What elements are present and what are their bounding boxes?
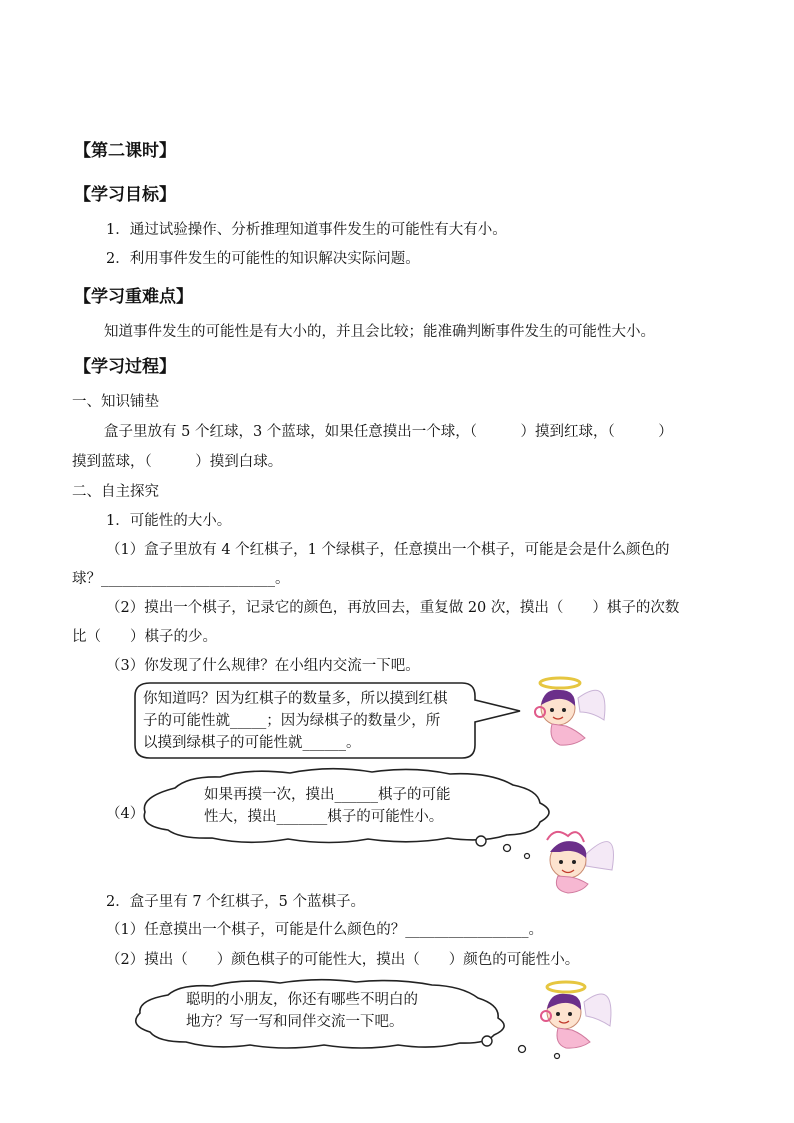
q2-2: （2）摸出（ ）颜色棋子的可能性大，摸出（ ）颜色的可能性小。 [106,952,580,968]
section1-line1: 盒子里放有 5 个红球，3 个蓝球，如果任意摸出一个球，（ ）摸到红球，（ ） [104,424,673,440]
section1-heading: 一、知识铺垫 [72,394,159,410]
bubble2-line2: 性大，摸出_______棋子的可能性小。 [204,809,444,825]
q1-1-line2: 球？________________________。 [72,571,290,587]
objective-2: 2．利用事件发生的可能性的知识解决实际问题。 [106,251,420,267]
process-heading: 【学习过程】 [74,357,176,377]
q1-1-line1: （1）盒子里放有 4 个红棋子，1 个绿棋子，任意摸出一个棋子，可能是会是什么颜色的 [106,542,670,558]
objective-1: 1．通过试验操作、分析推理知道事件发生的可能性有大有小。 [106,222,507,238]
bubble3-line1: 聪明的小朋友，你还有哪些不明白的 [186,992,418,1008]
q2-1: （1）任意摸出一个棋子，可能是什么颜色的？_________________。 [106,922,543,938]
bubble3-line2: 地方？写一写和同伴交流一下吧。 [186,1014,404,1030]
bubble1-line1: 你知道吗？因为红棋子的数量多，所以摸到红棋 [143,691,448,707]
lesson-title: 【第二课时】 [74,141,176,161]
section2-heading: 二、自主探究 [72,484,159,500]
section1-line2: 摸到蓝球，（ ）摸到白球。 [72,454,283,470]
q1-4-label: （4） [106,806,145,822]
objectives-heading: 【学习目标】 [74,185,176,205]
q2-title: 2．盒子里有 7 个红棋子，5 个蓝棋子。 [106,894,366,910]
q1-2-line1: （2）摸出一个棋子，记录它的颜色，再放回去，重复做 20 次，摸出（ ）棋子的次数 [106,600,680,616]
q1-2-line2: 比（ ）棋子的少。 [72,629,217,645]
bubble1-line3: 以摸到绿棋子的可能性就______。 [143,735,361,751]
key-points-heading: 【学习重难点】 [74,287,193,307]
q1-title: 1．可能性的大小。 [106,513,232,529]
key-points-text: 知道事件发生的可能性是有大小的，并且会比较；能准确判断事件发生的可能性大小。 [104,324,655,340]
bubble2-line1: 如果再摸一次，摸出______棋子的可能 [204,787,451,803]
bubble1-line2: 子的可能性就_____；因为绿棋子的数量少，所 [143,713,441,729]
q1-3: （3）你发现了什么规律？在小组内交流一下吧。 [106,658,420,674]
